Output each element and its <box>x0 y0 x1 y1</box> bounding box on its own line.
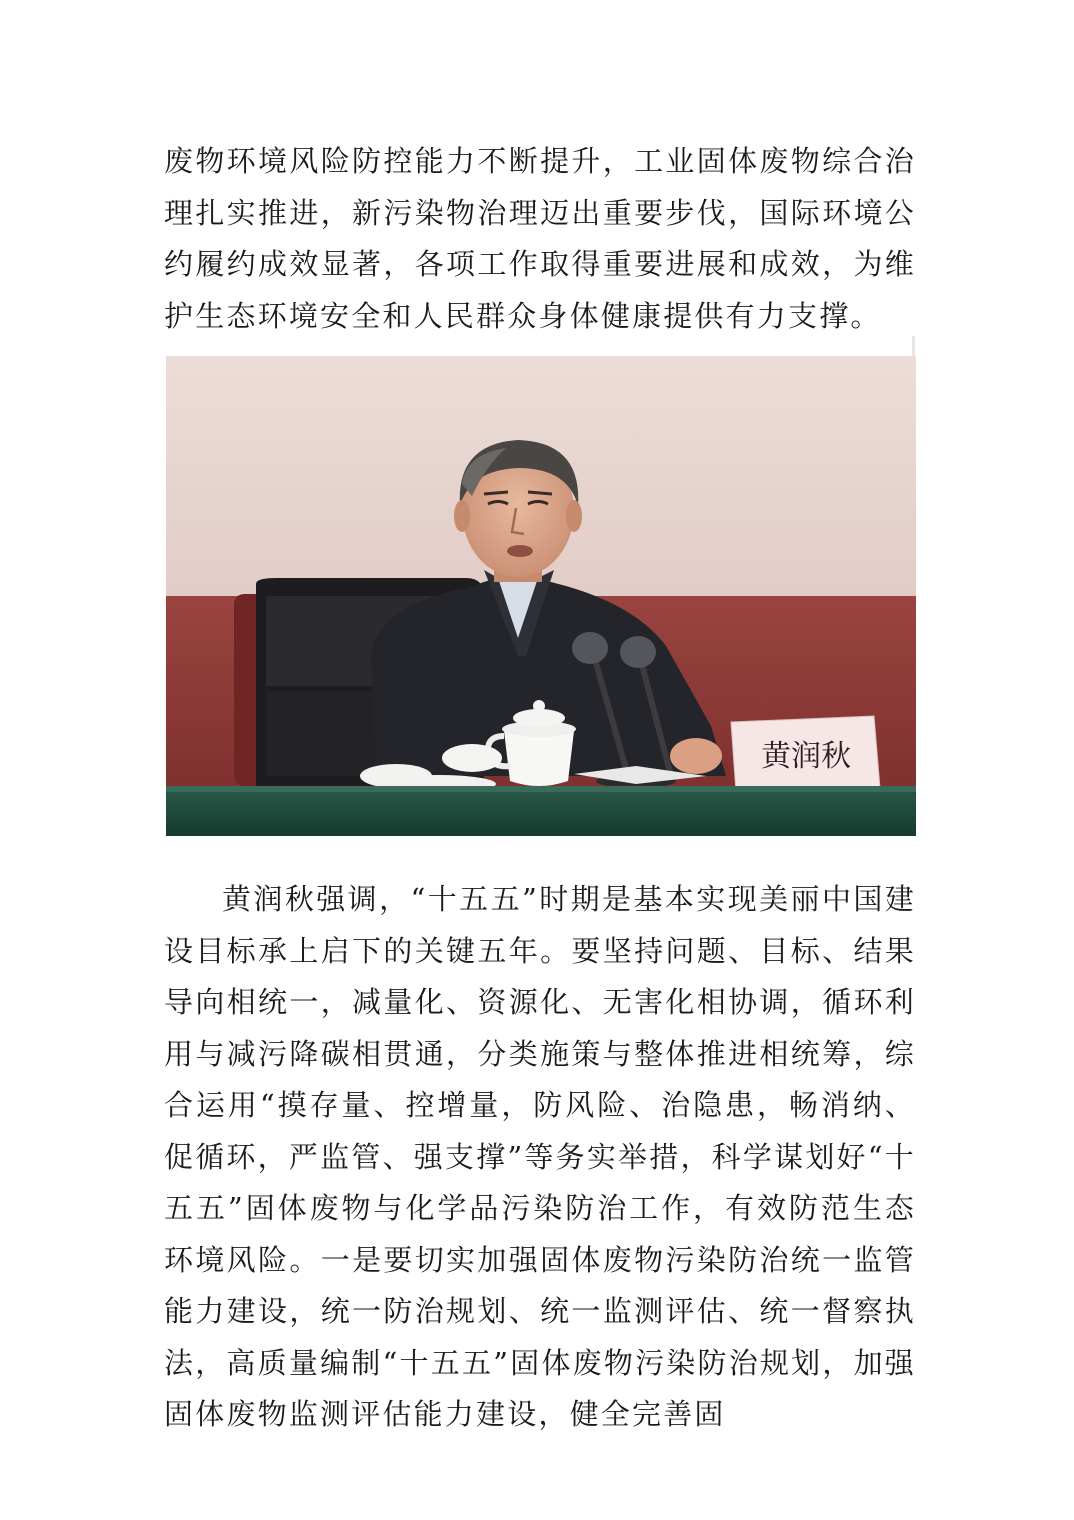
paragraph-2: 黄润秋强调，“十五五”时期是基本实现美丽中国建设目标承上启下的关键五年。要坚持问题、目标、结果导向相统一，减量化、资源化、无害化相协调，循环利用与减污降碳相贯通，分类施策与整体推进相统筹，综合运用“摸存量、控增量，防风险、治隐患，畅消纳、促循环，严监管、强支撑”等务实举措，科学谋划好“十五五”固体废物与化学品污染防治工作，有效防范生态环境风险。一是要切实加强固体废物污染防治统一监管能力建设，统一防治规划、统一监测评估、统一督察执法，高质量编制“十五五”固体废物污染防治规划，加强固体废物监测评估能力建设，健全完善固 <box>164 882 916 1431</box>
nameplate-text: 黄润秋 <box>761 739 851 774</box>
image-edge-mark <box>912 336 915 356</box>
meeting-photo <box>166 356 916 836</box>
table <box>166 786 916 836</box>
nameplate <box>731 716 880 792</box>
paragraph-1: 废物环境风险防控能力不断提升，工业固体废物综合治理扎实推进，新污染物治理迈出重要步伐，国际环境公约履约成效显著，各项工作取得重要进展和成效，为维护生态环境安全和人民群众身体健康提供有力支撑。 <box>164 144 916 333</box>
